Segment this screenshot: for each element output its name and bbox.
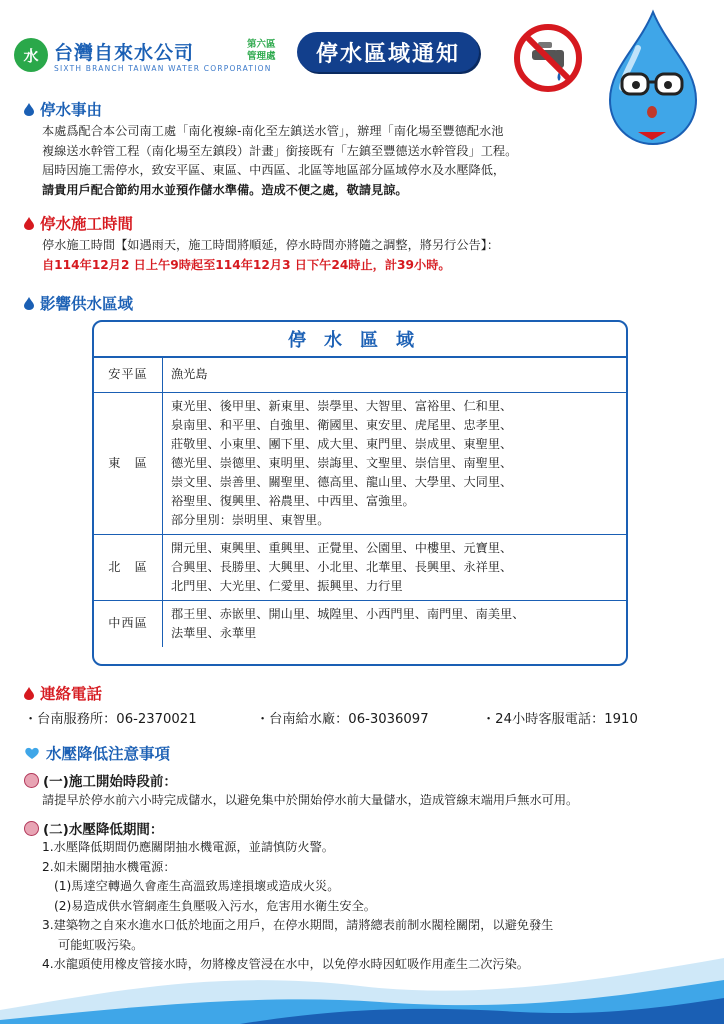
tip-line: 4.水龍頭使用橡皮管接水時，勿將橡皮管浸在水中，以免停水時因虹吸作用產生二次污染。 — [42, 957, 529, 971]
village-line: 德光里、崇德里、東明里、崇誨里、文聖里、崇信里、南聖里、 — [171, 455, 513, 470]
table-row — [94, 534, 626, 600]
bottom-wave-decoration — [0, 950, 724, 1024]
schedule-body — [42, 236, 499, 275]
tip-before-heading — [24, 770, 177, 790]
water-drop-icon — [24, 687, 34, 700]
village-line: 東光里、後甲里、新東里、崇學里、大智里、富裕里、仁和里、 — [171, 398, 513, 413]
contact-list — [24, 708, 638, 727]
water-drop-icon — [24, 103, 34, 116]
no-water-icon — [512, 22, 584, 94]
village-line: 裕聖里、復興里、裕農里、中西里、富強里。 — [171, 493, 415, 508]
village-line: 部分里別：崇明里、東智里。 — [171, 512, 330, 527]
area-table-title: 停水區域 — [94, 322, 626, 358]
tip-line: 可能虹吸污染。 — [58, 937, 144, 952]
village-line: 崇文里、崇善里、關聖里、德高里、龍山里、大學里、大同里、 — [171, 474, 513, 489]
village-line: 合興里、長勝里、大興里、小北里、北華里、長興里、永祥里、 — [171, 559, 513, 574]
tip-line: 1.水壓降低期間仍應關閉抽水機電源，並請慎防火警。 — [42, 840, 334, 854]
area-rows — [94, 358, 626, 647]
tip-line: (2)易造成供水管網產生負壓吸入污水，危害用水衛生安全。 — [54, 898, 376, 913]
company-name-en: SIXTH BRANCH TAIWAN WATER CORPORATION — [54, 64, 272, 73]
reason-bold-line: 請貴用戶配合節約用水並預作儲水準備。造成不便之處，敬請見諒。 — [42, 182, 408, 197]
water-drop-mascot — [598, 8, 708, 148]
table-row — [94, 392, 626, 534]
contact-heading-text: 連絡電話 — [40, 685, 103, 703]
reason-line: 複線送水幹管工程（南化場至左鎮段）計畫」銜接既有「左鎮至豐德送水幹管段」工程。 — [42, 143, 518, 158]
area-heading — [24, 292, 133, 314]
contact-item: ・台南給水廠：06-3036097 — [256, 712, 429, 727]
contact-item: ・24小時客服電話：1910 — [482, 712, 638, 727]
villages-cell — [163, 392, 627, 534]
heart-drop-icon — [24, 747, 40, 760]
table-row — [94, 358, 626, 392]
district-cell: 安平區 — [94, 358, 163, 392]
village-line: 漁光島 — [171, 367, 208, 382]
reason-heading-text: 停水事由 — [40, 101, 103, 119]
schedule-heading-text: 停水施工時間 — [40, 215, 134, 233]
tip-line: 請提早於停水前六小時完成儲水，以避免集中於開始停水前大量儲水，造成管線末端用戶無水可用。 — [42, 793, 579, 807]
water-drop-icon — [24, 297, 34, 310]
tip-during-heading — [24, 818, 163, 838]
reason-line: 屆時因施工需停水，致安平區、東區、中西區、北區等地區部分區域停水及水壓降低， — [42, 163, 506, 177]
area-table — [92, 320, 628, 666]
water-drop-icon — [24, 217, 34, 230]
tip-line: (1)馬達空轉過久會產生高溫致馬達損壞或造成火災。 — [54, 879, 340, 893]
district-cell: 北 區 — [94, 534, 163, 600]
schedule-red-line: 自114年12月2 日上午9時起至114年12月3 日下午24時止，計39小時。 — [42, 257, 451, 272]
no-symbol-icon — [24, 821, 39, 836]
tip-before-heading-text: (一)施工開始時段前： — [43, 774, 177, 790]
no-symbol-icon — [24, 773, 39, 788]
table-row — [94, 600, 626, 647]
company-name: 台灣自來水公司 — [54, 42, 195, 64]
village-line: 北門里、大光里、仁愛里、振興里、力行里 — [171, 578, 403, 593]
village-line: 莊敬里、小東里、團下里、成大里、東門里、崇成里、東聖里、 — [171, 436, 513, 451]
schedule-line: 停水施工時間【如遇雨天，施工時間將順延，停水時間亦將隨之調整，將另行公告】： — [42, 238, 500, 252]
tip-line: 2.如未關閉抽水機電源： — [42, 859, 176, 874]
tips-heading-text: 水壓降低注意事項 — [46, 745, 171, 763]
notice-title: 停水區域通知 — [297, 32, 479, 72]
schedule-heading — [24, 212, 133, 234]
villages-cell — [163, 358, 627, 392]
village-line: 泉南里、和平里、自強里、衛國里、東安里、虎尾里、忠孝里、 — [171, 417, 513, 432]
tip-line: 3.建築物之自來水進水口低於地面之用戶，在停水期間，請將總表前制水閥栓關閉，以避免發生 — [42, 918, 554, 932]
reason-line: 本處爲配合本公司南工處「南化複線-南化至左鎮送水管」，辦理「南化場至豐德配水池 — [42, 124, 504, 138]
village-line: 郡王里、赤嵌里、開山里、城隍里、小西門里、南門里、南美里、 — [171, 606, 525, 621]
villages-cell — [163, 534, 627, 600]
tips-heading — [24, 742, 170, 764]
contact-heading — [24, 682, 102, 704]
reason-body — [42, 122, 517, 200]
district-cell: 中西區 — [94, 600, 163, 647]
area-heading-text: 影響供水區域 — [40, 295, 134, 313]
village-line: 法華里、永華里 — [171, 625, 257, 640]
company-logo: 水 — [14, 38, 48, 72]
tip-during-heading-text: (二)水壓降低期間： — [43, 822, 164, 838]
village-line: 開元里、東興里、重興里、正覺里、公園里、中樓里、元寶里、 — [171, 540, 513, 555]
district-cell: 東 區 — [94, 392, 163, 534]
branch-label: 第六區管理處 — [247, 39, 276, 62]
contact-item: ・台南服務所：06-2370021 — [24, 712, 197, 727]
reason-heading — [24, 98, 102, 120]
villages-cell — [163, 600, 627, 647]
tip-before-body — [42, 791, 578, 811]
